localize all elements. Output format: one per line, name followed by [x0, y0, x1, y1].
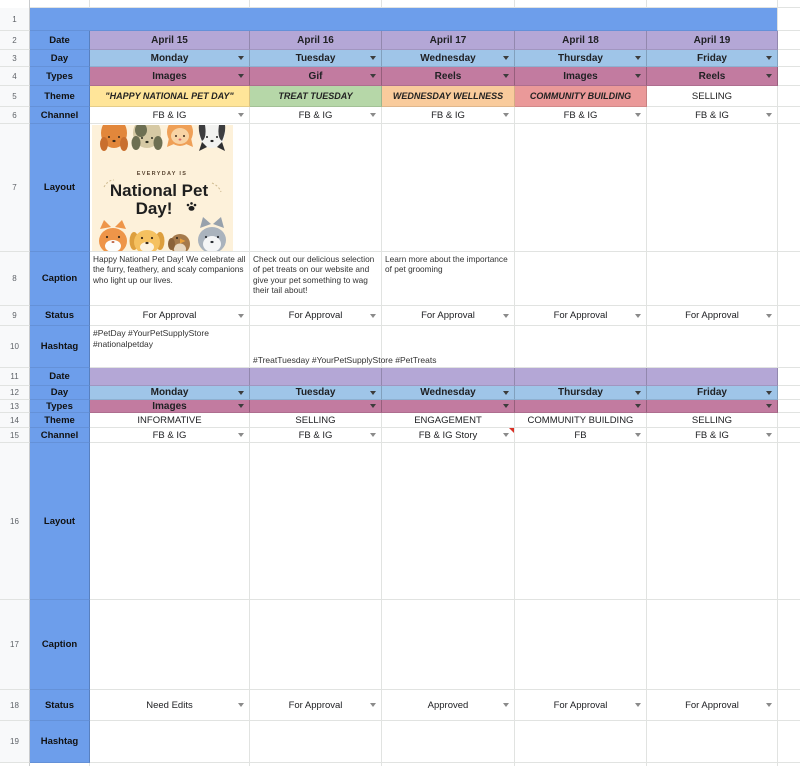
row-number[interactable]: 17 [0, 600, 30, 690]
layout-cell[interactable] [515, 124, 647, 252]
status-cell[interactable]: For Approval [515, 306, 647, 326]
hanging-boston-terrier [199, 125, 225, 151]
hanging-tan-dog [132, 125, 163, 150]
row-types [30, 400, 800, 413]
caption-cell[interactable]: Learn more about the importance of pet grooming [382, 252, 515, 306]
dropdown-arrow-icon[interactable] [370, 404, 376, 408]
row-label-status[interactable]: Status [30, 306, 90, 326]
row-number[interactable]: 15 [0, 428, 30, 443]
layout-cell[interactable] [250, 443, 382, 600]
theme-cell[interactable]: COMMUNITY BUILDING [515, 413, 647, 428]
row-label-day[interactable]: Day [30, 50, 90, 67]
empty-cell[interactable] [778, 326, 800, 368]
hashtag-cell[interactable] [250, 721, 382, 763]
date-cell[interactable]: April 18 [515, 31, 647, 50]
row-number[interactable]: 2 [0, 31, 30, 50]
dropdown-arrow-icon[interactable] [766, 433, 772, 437]
caption-cell[interactable]: Happy National Pet Day! We celebrate all the furry, feathery, and scaly companions who light up our lives. [90, 252, 250, 306]
empty-cell[interactable] [778, 386, 800, 400]
empty-cell[interactable] [778, 400, 800, 413]
layout-cell[interactable] [90, 443, 250, 600]
row-status [30, 306, 800, 326]
dropdown-arrow-icon[interactable] [370, 74, 376, 78]
row-number[interactable]: 19 [0, 721, 30, 763]
dropdown-arrow-icon[interactable] [503, 74, 509, 78]
date-cell[interactable] [647, 368, 778, 386]
type-cell[interactable] [647, 400, 778, 413]
status-cell[interactable]: For Approval [647, 306, 778, 326]
dropdown-arrow-icon[interactable] [503, 391, 509, 395]
row-day [30, 386, 800, 400]
hashtag-cell[interactable] [515, 721, 647, 763]
row-label-layout[interactable]: Layout [30, 443, 90, 600]
row-label-theme[interactable]: Theme [30, 413, 90, 428]
dropdown-arrow-icon[interactable] [370, 433, 376, 437]
day-cell[interactable]: Friday [647, 50, 778, 67]
caption-cell[interactable] [250, 600, 382, 690]
dropdown-arrow-icon[interactable] [766, 391, 772, 395]
empty-cell [515, 0, 647, 8]
empty-cell[interactable] [778, 306, 800, 326]
hashtag-cell[interactable] [515, 326, 647, 368]
row-label-types[interactable]: Types [30, 400, 90, 413]
status-cell[interactable]: Approved [382, 690, 515, 721]
day-cell[interactable]: Wednesday [382, 50, 515, 67]
empty-cell [778, 0, 800, 8]
empty-cell[interactable] [778, 8, 800, 31]
layout-cell[interactable] [250, 124, 382, 252]
status-cell[interactable]: For Approval [250, 690, 382, 721]
empty-cell[interactable] [778, 690, 800, 721]
type-cell[interactable]: Images [90, 400, 250, 413]
row-channel [30, 107, 800, 124]
row-label-status[interactable]: Status [30, 690, 90, 721]
empty-cell[interactable] [778, 107, 800, 124]
hashtag-cell[interactable] [647, 326, 778, 368]
dropdown-arrow-icon[interactable] [503, 113, 509, 117]
empty-cell [250, 0, 382, 8]
empty-cell[interactable] [778, 31, 800, 50]
row-label-channel[interactable]: Channel [30, 107, 90, 124]
dropdown-arrow-icon[interactable] [370, 113, 376, 117]
row-label-layout[interactable]: Layout [30, 124, 90, 252]
channel-cell[interactable]: FB & IG [250, 107, 382, 124]
status-cell[interactable]: For Approval [382, 306, 515, 326]
dropdown-arrow-icon[interactable] [370, 314, 376, 318]
empty-cell[interactable] [778, 252, 800, 306]
row-number[interactable]: 1 [0, 8, 30, 31]
row-label-caption[interactable]: Caption [30, 600, 90, 690]
empty-cell[interactable] [778, 413, 800, 428]
caption-cell[interactable] [515, 600, 647, 690]
empty-cell[interactable] [778, 368, 800, 386]
dropdown-arrow-icon[interactable] [238, 404, 244, 408]
day-cell[interactable]: Friday [647, 386, 778, 400]
empty-cell [30, 0, 90, 8]
type-cell[interactable]: Images [515, 67, 647, 86]
dropdown-arrow-icon[interactable] [635, 703, 641, 707]
row-hashtag [30, 721, 800, 763]
empty-cell[interactable] [778, 721, 800, 763]
caption-cell[interactable] [647, 252, 778, 306]
day-cell[interactable]: Thursday [515, 50, 647, 67]
layout-cell[interactable] [515, 443, 647, 600]
layout-cell[interactable] [382, 443, 515, 600]
theme-cell[interactable]: SELLING [250, 413, 382, 428]
channel-cell[interactable]: FB & IG Story [382, 428, 515, 443]
channel-cell[interactable]: FB & IG [382, 107, 515, 124]
image-eyebrow-text: EVERYDAY IS [136, 171, 188, 177]
theme-cell[interactable]: ENGAGEMENT [382, 413, 515, 428]
day-cell[interactable]: Wednesday [382, 386, 515, 400]
empty-cell[interactable] [778, 86, 800, 107]
channel-cell[interactable]: FB [515, 428, 647, 443]
row-number[interactable]: 18 [0, 690, 30, 721]
row-number[interactable]: 3 [0, 50, 30, 67]
row-number[interactable]: 10 [0, 326, 30, 368]
theme-cell[interactable]: WEDNESDAY WELLNESS [382, 86, 515, 107]
caption-cell[interactable] [647, 600, 778, 690]
empty-cell[interactable] [778, 600, 800, 690]
gutter-partial [0, 0, 30, 8]
date-cell[interactable]: April 19 [647, 31, 778, 50]
type-cell[interactable]: Images [90, 67, 250, 86]
layout-cell[interactable] [647, 124, 778, 252]
row-label-date[interactable]: Date [30, 31, 90, 50]
type-cell[interactable] [382, 400, 515, 413]
day-cell[interactable]: Monday [90, 386, 250, 400]
bottom-golden-dog [130, 230, 165, 252]
row-number[interactable]: 12 [0, 386, 30, 400]
status-cell[interactable]: For Approval [647, 690, 778, 721]
dropdown-arrow-icon[interactable] [238, 56, 244, 60]
theme-cell[interactable]: SELLING [647, 413, 778, 428]
hashtag-cell[interactable] [90, 721, 250, 763]
dropdown-arrow-icon[interactable] [766, 314, 772, 318]
empty-cell [647, 0, 778, 8]
empty-cell [90, 0, 250, 8]
empty-cell[interactable] [778, 124, 800, 252]
dropdown-arrow-icon[interactable] [238, 314, 244, 318]
dropdown-arrow-icon[interactable] [635, 74, 641, 78]
row-label-hashtag[interactable]: Hashtag [30, 721, 90, 763]
type-cell[interactable]: Gif [250, 67, 382, 86]
channel-cell[interactable]: FB & IG [90, 107, 250, 124]
channel-cell[interactable]: FB & IG [647, 107, 778, 124]
dropdown-arrow-icon[interactable] [635, 404, 641, 408]
dropdown-arrow-icon[interactable] [635, 113, 641, 117]
row-number[interactable]: 6 [0, 107, 30, 124]
row-layout [30, 124, 800, 252]
dropdown-arrow-icon[interactable] [635, 391, 641, 395]
row-types [30, 67, 800, 86]
dropdown-arrow-icon[interactable] [766, 74, 772, 78]
theme-cell[interactable]: SELLING [647, 86, 778, 107]
hashtag-cell[interactable] [382, 721, 515, 763]
dropdown-arrow-icon[interactable] [238, 74, 244, 78]
date-cell[interactable] [382, 368, 515, 386]
row-channel [30, 428, 800, 443]
row-status [30, 690, 800, 721]
dropdown-arrow-icon[interactable] [238, 391, 244, 395]
row-label-types[interactable]: Types [30, 67, 90, 86]
pet-day-image [92, 125, 233, 252]
row-label-channel[interactable]: Channel [30, 428, 90, 443]
row-number[interactable]: 11 [0, 368, 30, 386]
row-label-date[interactable]: Date [30, 368, 90, 386]
empty-cell [382, 0, 515, 8]
theme-cell[interactable]: INFORMATIVE [90, 413, 250, 428]
empty-cell[interactable] [778, 67, 800, 86]
dropdown-arrow-icon[interactable] [503, 703, 509, 707]
type-cell[interactable] [515, 400, 647, 413]
caption-cell[interactable] [90, 600, 250, 690]
layout-cell[interactable] [382, 124, 515, 252]
theme-cell[interactable]: "HAPPY NATIONAL PET DAY" [90, 86, 250, 107]
empty-cell[interactable] [778, 443, 800, 600]
dropdown-arrow-icon[interactable] [766, 404, 772, 408]
row-theme [30, 86, 800, 107]
layout-cell[interactable] [90, 124, 250, 252]
row-label-day[interactable]: Day [30, 386, 90, 400]
hashtag-cell[interactable] [647, 721, 778, 763]
caption-cell[interactable] [515, 252, 647, 306]
row-number[interactable]: 16 [0, 443, 30, 600]
date-cell[interactable]: April 17 [382, 31, 515, 50]
row-number[interactable]: 7 [0, 124, 30, 252]
merged-blue-band[interactable] [30, 8, 778, 31]
row-number[interactable]: 14 [0, 413, 30, 428]
row-day [30, 50, 800, 67]
day-cell[interactable]: Tuesday [250, 50, 382, 67]
date-cell[interactable]: April 16 [250, 31, 382, 50]
row-hashtag [30, 326, 800, 368]
day-cell[interactable]: Thursday [515, 386, 647, 400]
row-date [30, 368, 800, 386]
channel-cell[interactable]: FB & IG [90, 428, 250, 443]
status-cell[interactable]: Need Edits [90, 690, 250, 721]
row-header-band [30, 8, 800, 31]
dropdown-arrow-icon[interactable] [635, 314, 641, 318]
dropdown-arrow-icon[interactable] [370, 703, 376, 707]
dropdown-arrow-icon[interactable] [238, 433, 244, 437]
dropdown-arrow-icon[interactable] [766, 113, 772, 117]
theme-cell[interactable]: TREAT TUESDAY [250, 86, 382, 107]
dropdown-arrow-icon[interactable] [503, 56, 509, 60]
dropdown-arrow-icon[interactable] [503, 314, 509, 318]
row-caption [30, 252, 800, 306]
hanging-orange-dog [100, 125, 128, 151]
dropdown-arrow-icon[interactable] [370, 56, 376, 60]
hashtag-cell[interactable]: #PetDay #YourPetSupplyStore #nationalpetday [90, 326, 250, 368]
row-number[interactable]: 5 [0, 86, 30, 107]
theme-cell[interactable]: COMMUNITY BUILDING [515, 86, 647, 107]
channel-cell[interactable]: FB & IG [250, 428, 382, 443]
empty-cell[interactable] [778, 50, 800, 67]
dropdown-arrow-icon[interactable] [635, 56, 641, 60]
row-number[interactable]: 4 [0, 67, 30, 86]
layout-cell[interactable] [647, 443, 778, 600]
row-caption [30, 600, 800, 690]
row-date [30, 31, 800, 50]
channel-cell[interactable]: FB & IG [515, 107, 647, 124]
dropdown-arrow-icon[interactable] [238, 703, 244, 707]
type-cell[interactable]: Reels [382, 67, 515, 86]
status-cell[interactable]: For Approval [250, 306, 382, 326]
row-label-caption[interactable]: Caption [30, 252, 90, 306]
dropdown-arrow-icon[interactable] [635, 433, 641, 437]
row-layout [30, 443, 800, 600]
partial-row [30, 0, 800, 8]
row-number[interactable]: 8 [0, 252, 30, 306]
day-cell[interactable]: Monday [90, 50, 250, 67]
caption-cell[interactable] [382, 600, 515, 690]
dropdown-arrow-icon[interactable] [238, 113, 244, 117]
channel-cell[interactable]: FB & IG [647, 428, 778, 443]
empty-cell[interactable] [778, 428, 800, 443]
image-title-line1: National Pet [109, 181, 209, 200]
row-theme [30, 413, 800, 428]
dropdown-arrow-icon[interactable] [766, 56, 772, 60]
row-label-theme[interactable]: Theme [30, 86, 90, 107]
caption-cell[interactable]: Check out our delicious selection of pet treats on our website and give your pet something to wag their tail about! [250, 252, 382, 306]
dropdown-arrow-icon[interactable] [503, 404, 509, 408]
row-number[interactable]: 13 [0, 400, 30, 413]
row-label-hashtag[interactable]: Hashtag [30, 326, 90, 368]
day-cell[interactable]: Tuesday [250, 386, 382, 400]
dropdown-arrow-icon[interactable] [503, 433, 509, 437]
status-cell[interactable]: For Approval [90, 306, 250, 326]
date-cell[interactable]: April 15 [90, 31, 250, 50]
dropdown-arrow-icon[interactable] [766, 703, 772, 707]
date-cell[interactable] [515, 368, 647, 386]
comment-marker-icon [509, 428, 514, 433]
type-cell[interactable] [250, 400, 382, 413]
status-cell[interactable]: For Approval [515, 690, 647, 721]
hanging-orange-cat [167, 125, 193, 147]
type-cell[interactable]: Reels [647, 67, 778, 86]
dropdown-arrow-icon[interactable] [370, 391, 376, 395]
image-title-line2: Day! [135, 199, 173, 218]
date-cell[interactable] [250, 368, 382, 386]
hashtag-overflow-text[interactable]: #TreatTuesday #YourPetSupplyStore #PetTreats [253, 355, 437, 365]
date-cell[interactable] [90, 368, 250, 386]
row-number[interactable]: 9 [0, 306, 30, 326]
